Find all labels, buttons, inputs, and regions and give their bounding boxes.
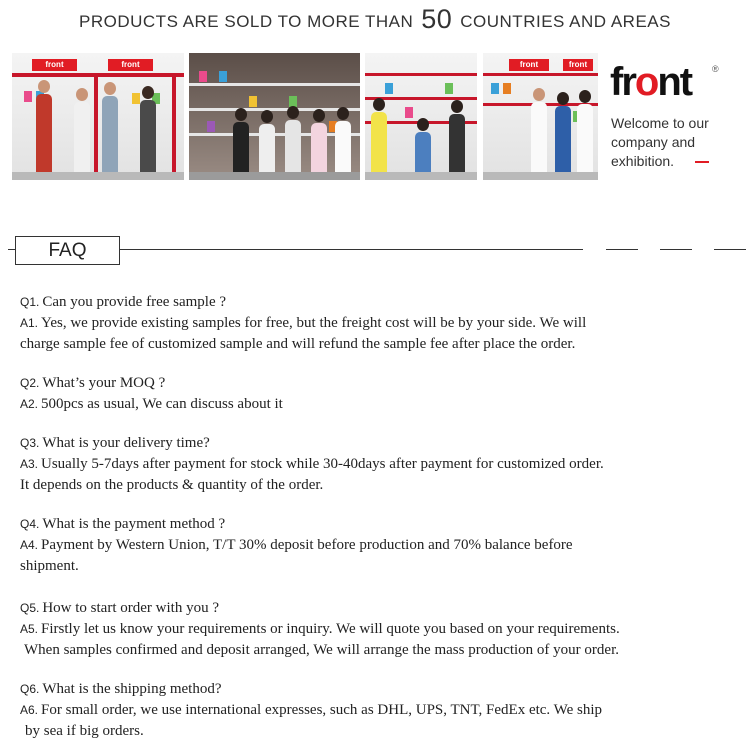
question-text: What is the payment method ? (42, 516, 226, 532)
answer-continuation (20, 334, 720, 355)
question (20, 292, 720, 313)
answer-tag: A2. (20, 397, 39, 411)
question-tag: Q1. (20, 295, 40, 309)
question (20, 514, 720, 535)
headline (0, 4, 750, 35)
answer (20, 313, 720, 334)
answer-tag: A6. (20, 703, 39, 717)
booth-sign: front (32, 59, 77, 71)
answer-line: Yes, we provide existing samples for free, but the freight cost will be by your side. We will (41, 315, 587, 331)
question-text: Can you provide free sample ? (42, 294, 227, 310)
faq-title: FAQ (15, 236, 120, 265)
divider-dash (660, 249, 692, 250)
question-tag: Q4. (20, 517, 40, 531)
headline-text-before: PRODUCTS ARE SOLD TO MORE THAN (79, 12, 414, 31)
answer-line: shipment. (20, 558, 79, 574)
faq-item-4 (20, 514, 720, 577)
exhibition-photo-4 (483, 53, 598, 180)
answer-continuation (20, 556, 720, 577)
exhibition-photo-2 (189, 53, 360, 180)
answer-line: 500pcs as usual, We can discuss about it (41, 396, 283, 412)
company-logo: front (610, 60, 692, 104)
answer-line: Firstly let us know your requirements or inquiry. We will quote you based on your requirements. (41, 621, 620, 637)
answer-line: For small order, we use international expresses, such as DHL, UPS, TNT, FedEx etc. We ship (41, 702, 603, 718)
headline-text-after: COUNTRIES AND AREAS (460, 12, 671, 31)
question-text: What’s your MOQ ? (42, 375, 166, 391)
accent-dash (695, 161, 709, 163)
question-text: What is your delivery time? (42, 435, 210, 451)
exhibition-photo-1 (12, 53, 184, 180)
divider-dash (714, 249, 746, 250)
answer-line: charge sample fee of customized sample and will refund the sample fee after place the order. (20, 336, 576, 352)
answer-continuation (20, 475, 720, 496)
question-tag: Q5. (20, 601, 40, 615)
answer-line: When samples confirmed and deposit arranged, We will arrange the mass production of your order. (24, 642, 619, 658)
faq-item-1 (20, 292, 720, 355)
question-text: What is the shipping method? (42, 681, 222, 697)
welcome-text: Welcome to our company and exhibition. (611, 115, 709, 169)
answer-line: by sea if big orders. (25, 723, 144, 739)
booth-sign: front (563, 59, 593, 71)
answer (20, 454, 720, 475)
divider-dash (606, 249, 638, 250)
question-text: How to start order with you ? (42, 600, 219, 616)
faq-item-6 (20, 679, 720, 742)
answer (20, 619, 720, 640)
answer-tag: A4. (20, 538, 39, 552)
faq-item-3 (20, 433, 720, 496)
answer-tag: A1. (20, 316, 39, 330)
booth-sign: front (108, 59, 153, 71)
question (20, 433, 720, 454)
answer-line: Payment by Western Union, T/T 30% deposit before production and 70% balance before (41, 537, 573, 553)
answer (20, 535, 720, 556)
registered-mark: ® (712, 64, 719, 74)
faq-item-2 (20, 373, 720, 415)
headline-number: 50 (421, 4, 453, 34)
answer-line: It depends on the products & quantity of the order. (20, 477, 324, 493)
faq-item-5 (20, 598, 720, 661)
answer-line: Usually 5-7days after payment for stock while 30-40days after payment for customized order. (41, 456, 604, 472)
question (20, 679, 720, 700)
question-tag: Q2. (20, 376, 40, 390)
answer-tag: A5. (20, 622, 39, 636)
answer-tag: A3. (20, 457, 39, 471)
question (20, 373, 720, 394)
answer-continuation (20, 640, 720, 661)
question (20, 598, 720, 619)
answer-continuation (20, 721, 720, 742)
answer (20, 700, 720, 721)
question-tag: Q6. (20, 682, 40, 696)
exhibition-photo-3 (365, 53, 477, 180)
answer (20, 394, 720, 415)
booth-sign: front (509, 59, 549, 71)
question-tag: Q3. (20, 436, 40, 450)
